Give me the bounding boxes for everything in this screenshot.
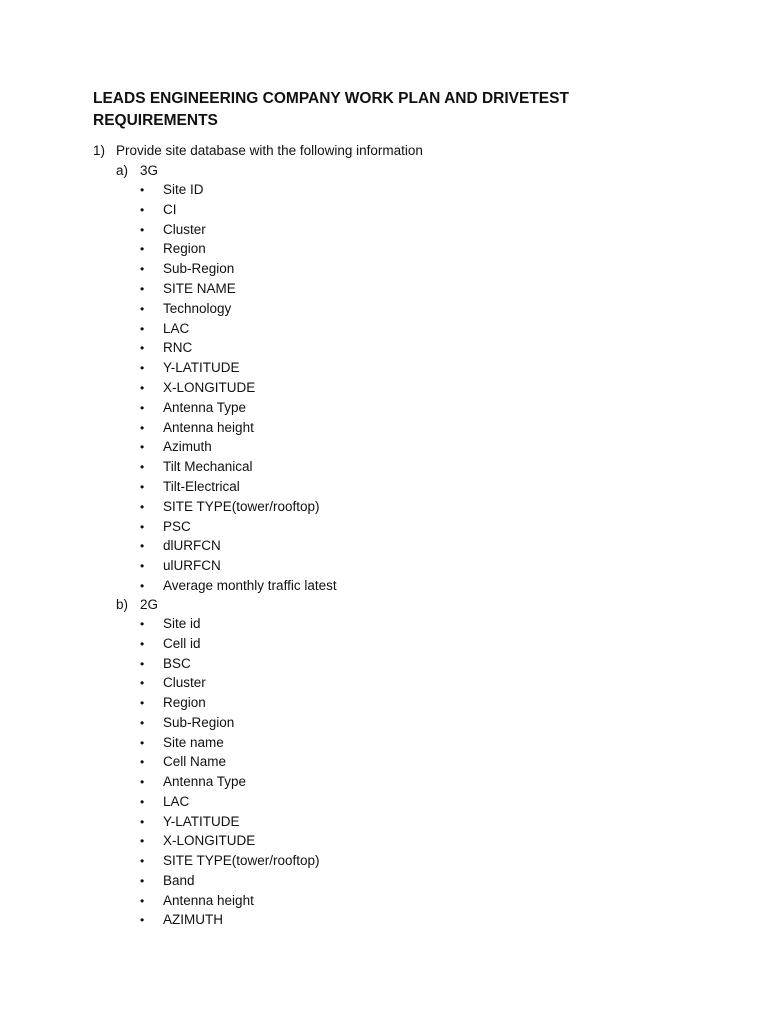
list-item-text: RNC — [163, 340, 193, 356]
bullet-icon: • — [140, 559, 145, 574]
bullet-icon: • — [140, 873, 145, 888]
bullet-icon: • — [140, 301, 145, 316]
subsection-label: b) — [116, 597, 129, 612]
bullet-icon: • — [140, 854, 145, 868]
bullet-icon: • — [140, 460, 145, 475]
bullet-icon: • — [140, 696, 145, 710]
list-item-text: LAC — [163, 320, 190, 336]
bullet-icon: • — [140, 755, 145, 770]
list-item-text: Antenna Type — [163, 399, 247, 415]
bullet-icon: • — [140, 775, 145, 789]
bullet-icon: • — [140, 282, 145, 296]
subsection-heading: 2G — [140, 597, 159, 612]
list-item-text: Cell id — [163, 635, 201, 651]
list-item-text: Tilt-Electrical — [163, 479, 240, 494]
list-item-text: Azimuth — [163, 439, 212, 455]
list-item-text: Sub-Region — [163, 714, 235, 730]
bullet-icon: • — [140, 617, 145, 631]
bullet-icon: • — [140, 420, 145, 435]
bullet-icon: • — [140, 440, 145, 455]
bullet-icon: • — [140, 519, 145, 534]
list-item-text: BSC — [163, 655, 191, 671]
bullet-icon: • — [140, 202, 145, 217]
bullet-icon: • — [140, 183, 145, 197]
bullet-icon: • — [140, 636, 145, 651]
list-item-text: PSC — [163, 518, 191, 534]
bullet-icon: • — [140, 539, 145, 554]
bullet-icon: • — [140, 814, 145, 829]
bullet-icon: • — [140, 676, 145, 691]
bullet-icon: • — [140, 341, 145, 356]
bullet-icon: • — [140, 361, 145, 376]
bullet-icon: • — [140, 400, 145, 415]
bullet-icon: • — [140, 262, 145, 277]
list-item-text: Cluster — [163, 675, 206, 691]
list-item-text: Y-LATITUDE — [163, 813, 240, 829]
bullet-icon: • — [140, 381, 145, 395]
list-item-text: Cell Name — [163, 754, 227, 770]
bullet-icon: • — [140, 222, 145, 237]
list-item-text: Site id — [163, 616, 201, 631]
subsection-heading: 3G — [140, 163, 159, 178]
list-item-text: Site ID — [163, 182, 204, 197]
list-item-text: Site name — [163, 734, 224, 750]
list-item-text: dlURFCN — [163, 538, 221, 554]
list-item-text: Y-LATITUDE — [163, 360, 240, 376]
list-item-text: Antenna height — [163, 419, 254, 435]
list-item-text: Tilt Mechanical — [163, 459, 253, 475]
list-item-text: Region — [163, 241, 206, 257]
list-item-text: CI — [163, 201, 177, 217]
subsection-label: a) — [116, 163, 129, 178]
list-item-text: Average monthly traffic latest — [163, 578, 337, 593]
list-item-text: SITE TYPE(tower/rooftop) — [163, 498, 320, 514]
bullet-icon: • — [140, 579, 145, 593]
bullet-icon: • — [140, 834, 145, 849]
bullet-icon: • — [140, 893, 145, 908]
list-item-text: Sub-Region — [163, 261, 235, 277]
document-title: LEADS ENGINEERING COMPANY WORK PLAN AND DRIVETEST REQUIREMENTS — [93, 90, 569, 129]
bullet-icon: • — [140, 735, 145, 750]
bullet-icon: • — [140, 499, 145, 514]
bullet-icon: • — [140, 242, 145, 257]
bullet-icon: • — [140, 794, 145, 809]
list-item-text: AZIMUTH — [163, 912, 223, 928]
list-item-text: Technology — [163, 300, 232, 316]
item-number: 1) — [93, 143, 106, 158]
list-item-text: Region — [163, 695, 206, 710]
bullet-icon: • — [140, 656, 145, 671]
list-item-text: Antenna Type — [163, 774, 247, 789]
list-item-text: ulURFCN — [163, 558, 221, 574]
list-item-text: LAC — [163, 793, 190, 809]
list-item-text: Cluster — [163, 221, 206, 237]
list-item-text: SITE NAME — [163, 281, 236, 296]
item-text: Provide site database with the following information — [116, 143, 423, 158]
list-item-text: Band — [163, 872, 195, 888]
bullet-icon: • — [140, 321, 145, 336]
bullet-icon: • — [140, 480, 145, 494]
bullet-icon: • — [140, 715, 145, 730]
list-item-text: X-LONGITUDE — [163, 833, 256, 849]
list-item-text: SITE TYPE(tower/rooftop) — [163, 853, 320, 868]
list-item-text: Antenna height — [163, 892, 254, 908]
bullet-icon: • — [140, 913, 145, 928]
list-item-text: X-LONGITUDE — [163, 380, 256, 395]
